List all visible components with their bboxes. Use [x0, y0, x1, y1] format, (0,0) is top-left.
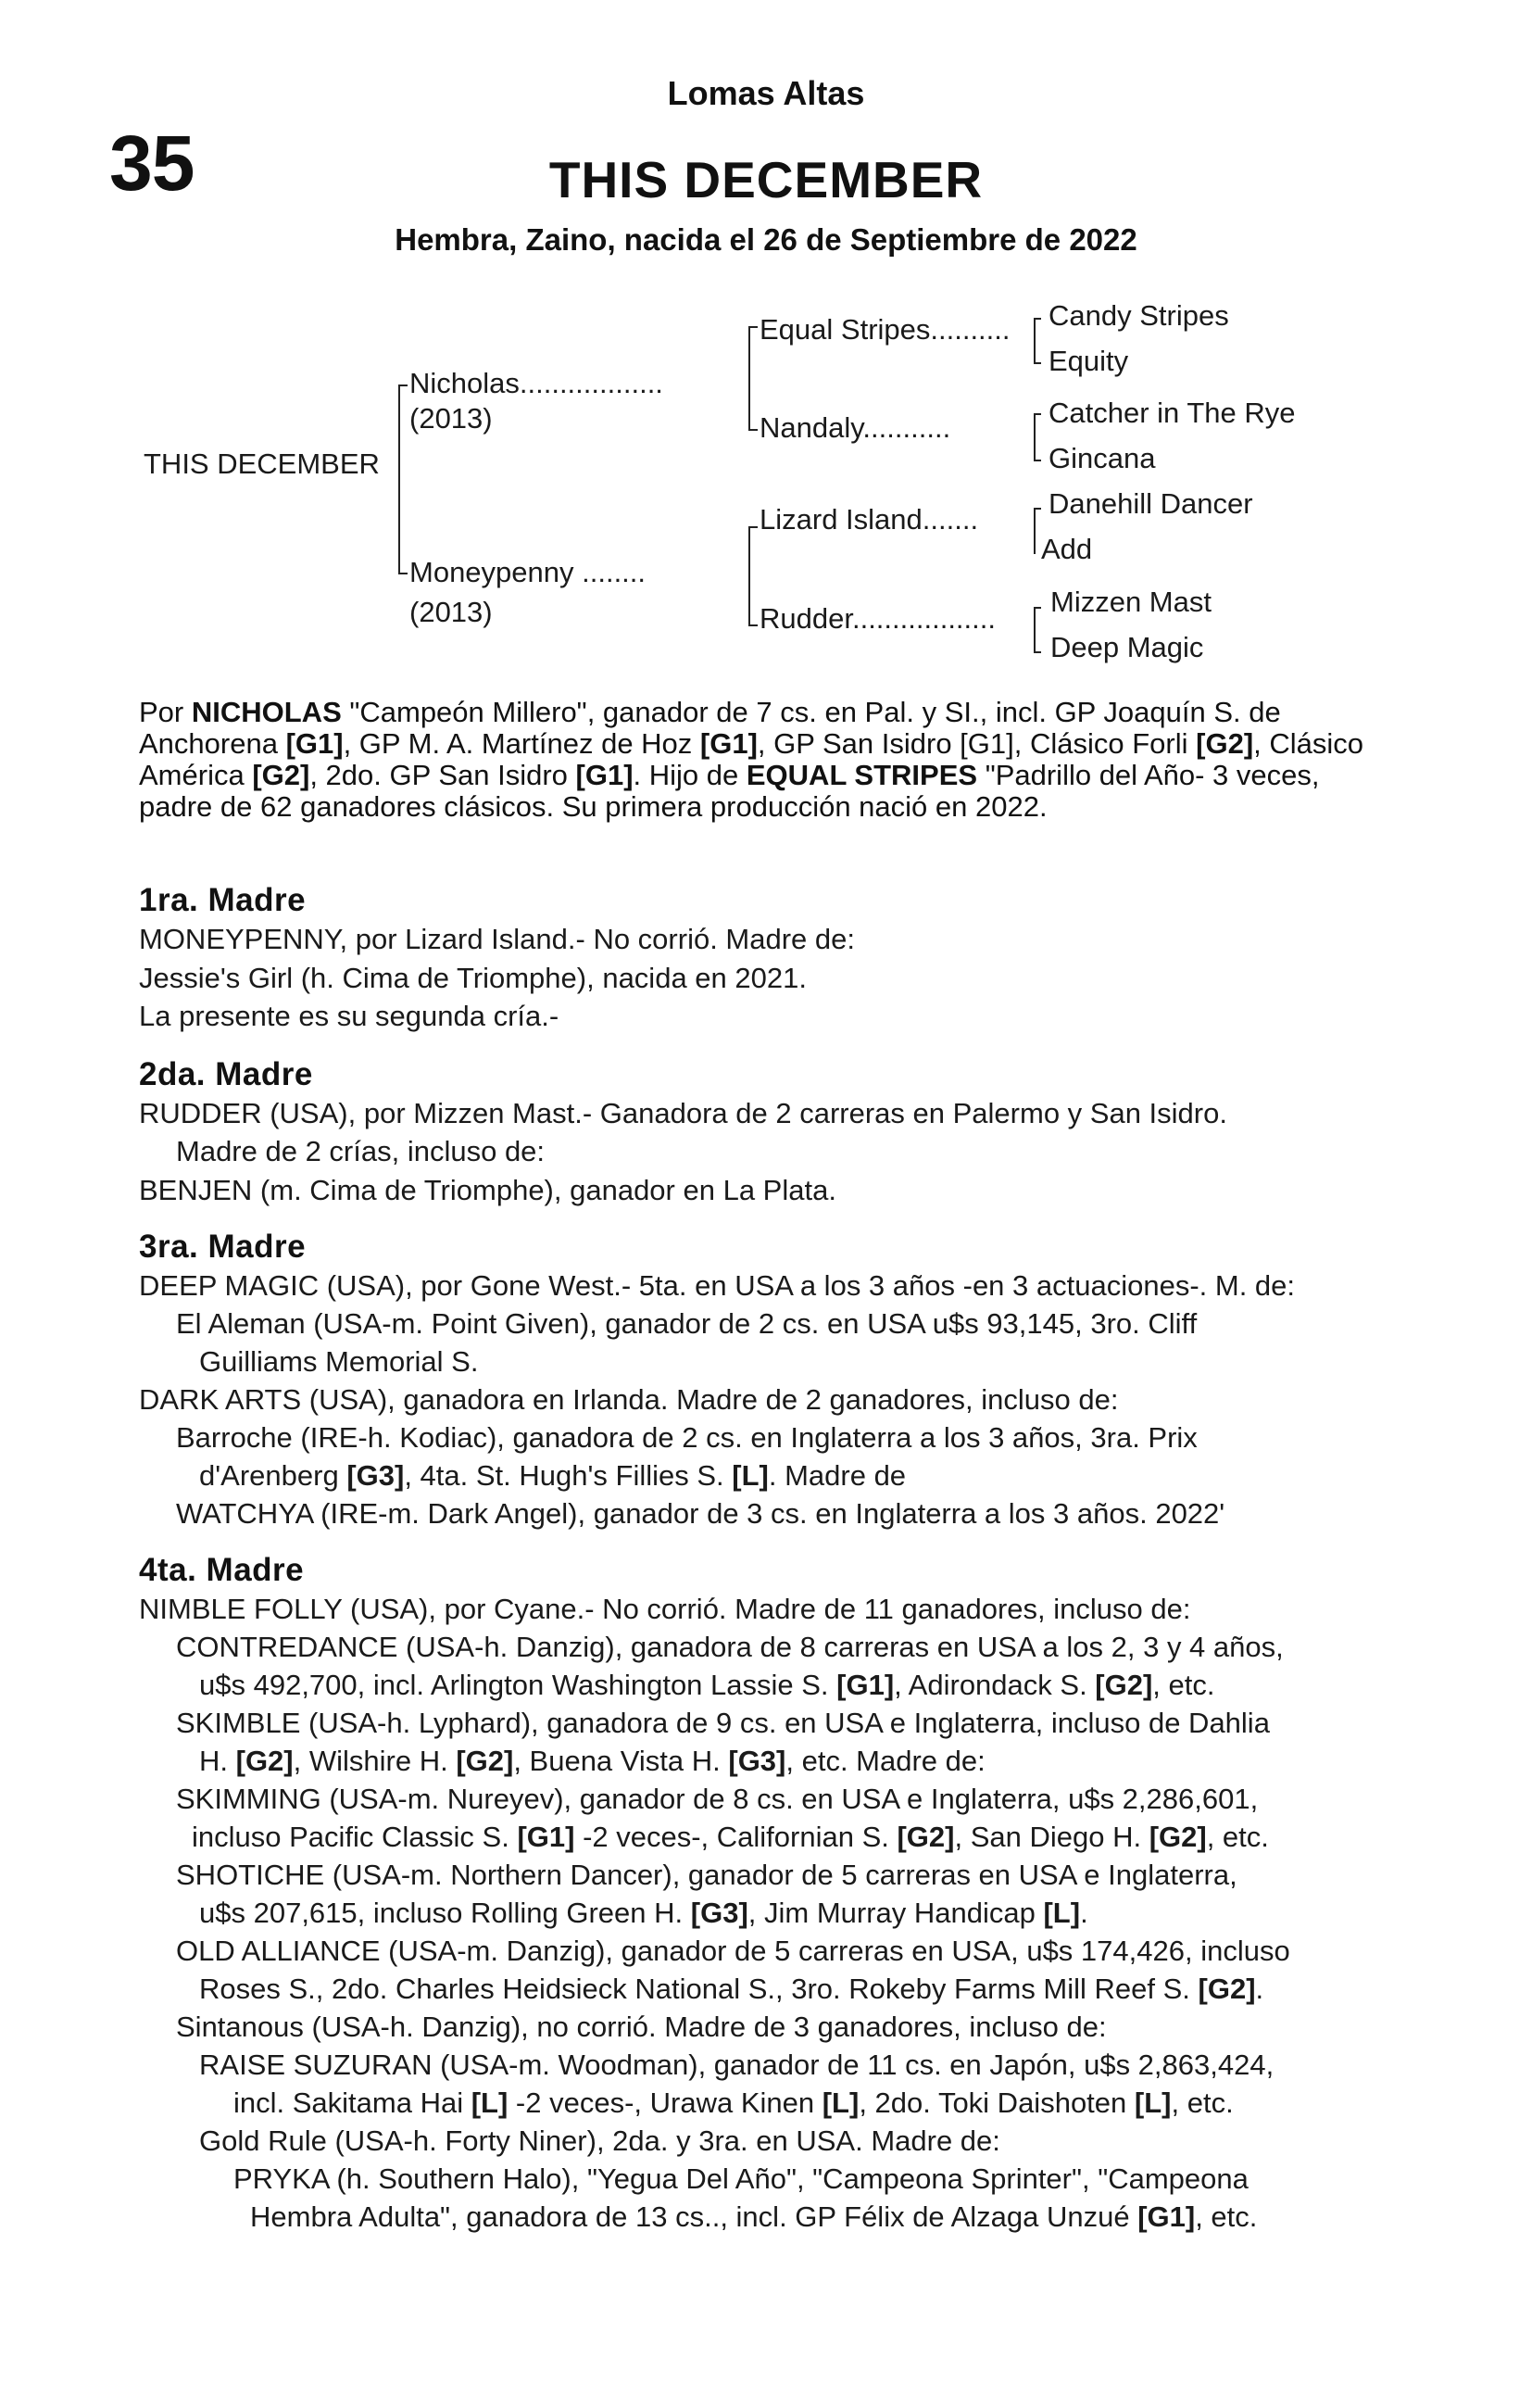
grade-badge: [G2]: [1198, 1973, 1256, 2005]
pedigree-subject: THIS DECEMBER: [144, 448, 380, 480]
grade-badge: [G2]: [1196, 727, 1254, 760]
section-line: Sintanous (USA-h. Danzig), no corrió. Madre de 3 ganadores, incluso de:: [176, 2011, 1107, 2043]
pedigree-dam: Moneypenny ........: [409, 556, 647, 588]
bracket-line: [1034, 460, 1041, 461]
pedigree-dam-sire: Lizard Island.......: [760, 503, 979, 536]
grade-badge: [G2]: [1095, 1669, 1153, 1701]
bracket-line: [398, 385, 408, 386]
section-line: Madre de 2 crías, incluso de:: [176, 1135, 546, 1167]
bracket-line: [748, 326, 758, 328]
grade-badge: [G3]: [728, 1745, 786, 1777]
bracket-line: [748, 526, 750, 626]
section-title-4ta-madre: 4ta. Madre: [139, 1552, 305, 1588]
pedigree-ss-sire: Candy Stripes: [1049, 299, 1229, 332]
section-line: BENJEN (m. Cima de Triomphe), ganador en La Plata.: [139, 1174, 836, 1206]
section-line: u$s 492,700, incl. Arlington Washington Lassie S. [G1], Adirondack S. [G2], etc.: [199, 1669, 1215, 1701]
grandsire-name: EQUAL STRIPES: [746, 759, 978, 791]
pedigree-ss-dam: Equity: [1049, 345, 1129, 377]
bracket-line: [1034, 362, 1041, 364]
pedigree-ds-dam: Add: [1041, 533, 1093, 565]
bracket-line: [748, 326, 750, 431]
grade-badge: [G1]: [836, 1669, 895, 1701]
section-line: RUDDER (USA), por Mizzen Mast.- Ganadora de 2 carreras en Palermo y San Isidro.: [139, 1097, 1227, 1129]
section-line: Hembra Adulta", ganadora de 13 cs.., incl. GP Félix de Alzaga Unzué [G1], etc.: [250, 2200, 1258, 2233]
section-line: Guilliams Memorial S.: [199, 1345, 479, 1378]
pedigree-sire-dam: Nandaly...........: [760, 411, 951, 444]
grade-badge: [L]: [1134, 2087, 1172, 2119]
grade-badge: [L]: [471, 2087, 509, 2119]
pedigree-ds-sire: Danehill Dancer: [1049, 487, 1253, 520]
grade-badge: [G1]: [575, 759, 634, 791]
bracket-line: [1034, 413, 1036, 461]
pedigree-dam-year: (2013): [409, 596, 493, 628]
sire-paragraph: Por NICHOLAS "Campeón Millero", ganador de 7 cs. en Pal. y SI., incl. GP Joaquín S. de Anchorena [G1], GP M. A. Martínez de Hoz [G1], GP San Isidro [G1], Clásico Forli [G2], Clásico América [G2], 2do. GP San Isidro [G1]. Hijo de EQUAL STRIPES "Padrillo del Año- 3 veces, padre de 62 ganadores clásicos. Su primera producción nació en 2022.: [139, 696, 1364, 823]
bracket-line: [1034, 318, 1041, 320]
pedigree-sire-year: (2013): [409, 402, 493, 435]
bracket-line: [1034, 318, 1036, 364]
grade-badge: [G1]: [285, 727, 344, 760]
section-line: incluso Pacific Classic S. [G1] -2 veces-, Californian S. [G2], San Diego H. [G2], etc.: [192, 1821, 1269, 1853]
horse-description: Hembra, Zaino, nacida el 26 de Septiembre de 2022: [395, 222, 1137, 257]
section-line: DEEP MAGIC (USA), por Gone West.- 5ta. en USA a los 3 años -en 3 actuaciones-. M. de:: [139, 1269, 1296, 1302]
bracket-line: [748, 526, 758, 528]
section-line: Jessie's Girl (h. Cima de Triomphe), nacida en 2021.: [139, 962, 807, 994]
bracket-line: [1034, 413, 1041, 415]
section-title-2da-madre: 2da. Madre: [139, 1056, 313, 1092]
section-line: La presente es su segunda cría.-: [139, 1000, 559, 1032]
section-line: RAISE SUZURAN (USA-m. Woodman), ganador de 11 cs. en Japón, u$s 2,863,424,: [199, 2049, 1275, 2081]
section-line: NIMBLE FOLLY (USA), por Cyane.- No corrió. Madre de 11 ganadores, incluso de:: [139, 1593, 1191, 1625]
grade-badge: [G2]: [456, 1745, 514, 1777]
pedigree-sire: Nicholas..................: [409, 367, 663, 399]
section-line: El Aleman (USA-m. Point Given), ganador de 2 cs. en USA u$s 93,145, 3ro. Cliff: [176, 1307, 1198, 1340]
bracket-line: [1034, 607, 1041, 609]
section-title-3ra-madre: 3ra. Madre: [139, 1229, 307, 1265]
grade-badge: [G1]: [517, 1821, 575, 1853]
section-line: OLD ALLIANCE (USA-m. Danzig), ganador de 5 carreras en USA, u$s 174,426, incluso: [176, 1935, 1290, 1967]
pedigree-dam-dam: Rudder..................: [760, 602, 996, 635]
section-line: H. [G2], Wilshire H. [G2], Buena Vista H. [G3], etc. Madre de:: [199, 1745, 986, 1777]
section-line: SKIMMING (USA-m. Nureyev), ganador de 8 cs. en USA e Inglaterra, u$s 2,286,601,: [176, 1783, 1259, 1815]
pedigree-dd-sire: Mizzen Mast: [1050, 586, 1212, 618]
section-line: CONTREDANCE (USA-h. Danzig), ganadora de 8 carreras en USA a los 2, 3 y 4 años,: [176, 1631, 1284, 1663]
section-line: Gold Rule (USA-h. Forty Niner), 2da. y 3ra. en USA. Madre de:: [199, 2124, 1000, 2157]
pedigree-sd-sire: Catcher in The Rye: [1049, 397, 1296, 429]
bracket-line: [1034, 508, 1041, 510]
grade-badge: [G2]: [252, 759, 310, 791]
grade-badge: [L]: [822, 2087, 860, 2119]
section-line: DARK ARTS (USA), ganadora en Irlanda. Madre de 2 ganadores, incluso de:: [139, 1383, 1119, 1416]
grade-badge: [G2]: [897, 1821, 955, 1853]
grade-badge: [G2]: [1149, 1821, 1207, 1853]
section-line: Roses S., 2do. Charles Heidsieck National S., 3ro. Rokeby Farms Mill Reef S. [G2].: [199, 1973, 1264, 2005]
section-line: d'Arenberg [G3], 4ta. St. Hugh's Fillies S. [L]. Madre de: [199, 1459, 907, 1492]
section-line: SHOTICHE (USA-m. Northern Dancer), ganador de 5 carreras en USA e Inglaterra,: [176, 1859, 1237, 1891]
bracket-line: [748, 624, 758, 626]
bracket-line: [1034, 607, 1036, 653]
section-title-1ra-madre: 1ra. Madre: [139, 882, 307, 918]
section-line: MONEYPENNY, por Lizard Island.- No corrió. Madre de:: [139, 923, 856, 955]
bracket-line: [748, 429, 758, 431]
grade-badge: [G1]: [699, 727, 758, 760]
grade-badge: [G2]: [235, 1745, 294, 1777]
section-line: Barroche (IRE-h. Kodiac), ganadora de 2 cs. en Inglaterra a los 3 años, 3ra. Prix: [176, 1421, 1198, 1454]
sire-name: NICHOLAS: [191, 696, 342, 728]
stud-name: Lomas Altas: [667, 74, 865, 112]
bracket-line: [398, 385, 400, 574]
pedigree-sd-dam: Gincana: [1049, 442, 1156, 474]
grade-badge: [G3]: [346, 1459, 405, 1492]
horse-name: THIS DECEMBER: [548, 151, 984, 208]
lot-number: 35: [109, 120, 195, 207]
grade-badge: [L]: [732, 1459, 769, 1492]
grade-badge: [G1]: [1137, 2200, 1196, 2233]
grade-badge: [G3]: [690, 1897, 748, 1929]
bracket-line: [1034, 651, 1041, 653]
pedigree-dd-dam: Deep Magic: [1050, 631, 1204, 663]
bracket-line: [398, 573, 408, 574]
section-line: u$s 207,615, incluso Rolling Green H. [G3], Jim Murray Handicap [L].: [199, 1897, 1088, 1929]
pedigree-sire-sire: Equal Stripes..........: [760, 313, 1011, 346]
bracket-line: [1034, 508, 1036, 554]
section-line: PRYKA (h. Southern Halo), "Yegua Del Año", "Campeona Sprinter", "Campeona: [233, 2162, 1249, 2195]
section-line: SKIMBLE (USA-h. Lyphard), ganadora de 9 cs. en USA e Inglaterra, incluso de Dahlia: [176, 1707, 1270, 1739]
section-line: WATCHYA (IRE-m. Dark Angel), ganador de 3 cs. en Inglaterra a los 3 años. 2022': [176, 1497, 1225, 1530]
grade-badge: [L]: [1043, 1897, 1081, 1929]
section-line: incl. Sakitama Hai [L] -2 veces-, Urawa Kinen [L], 2do. Toki Daishoten [L], etc.: [233, 2087, 1234, 2119]
